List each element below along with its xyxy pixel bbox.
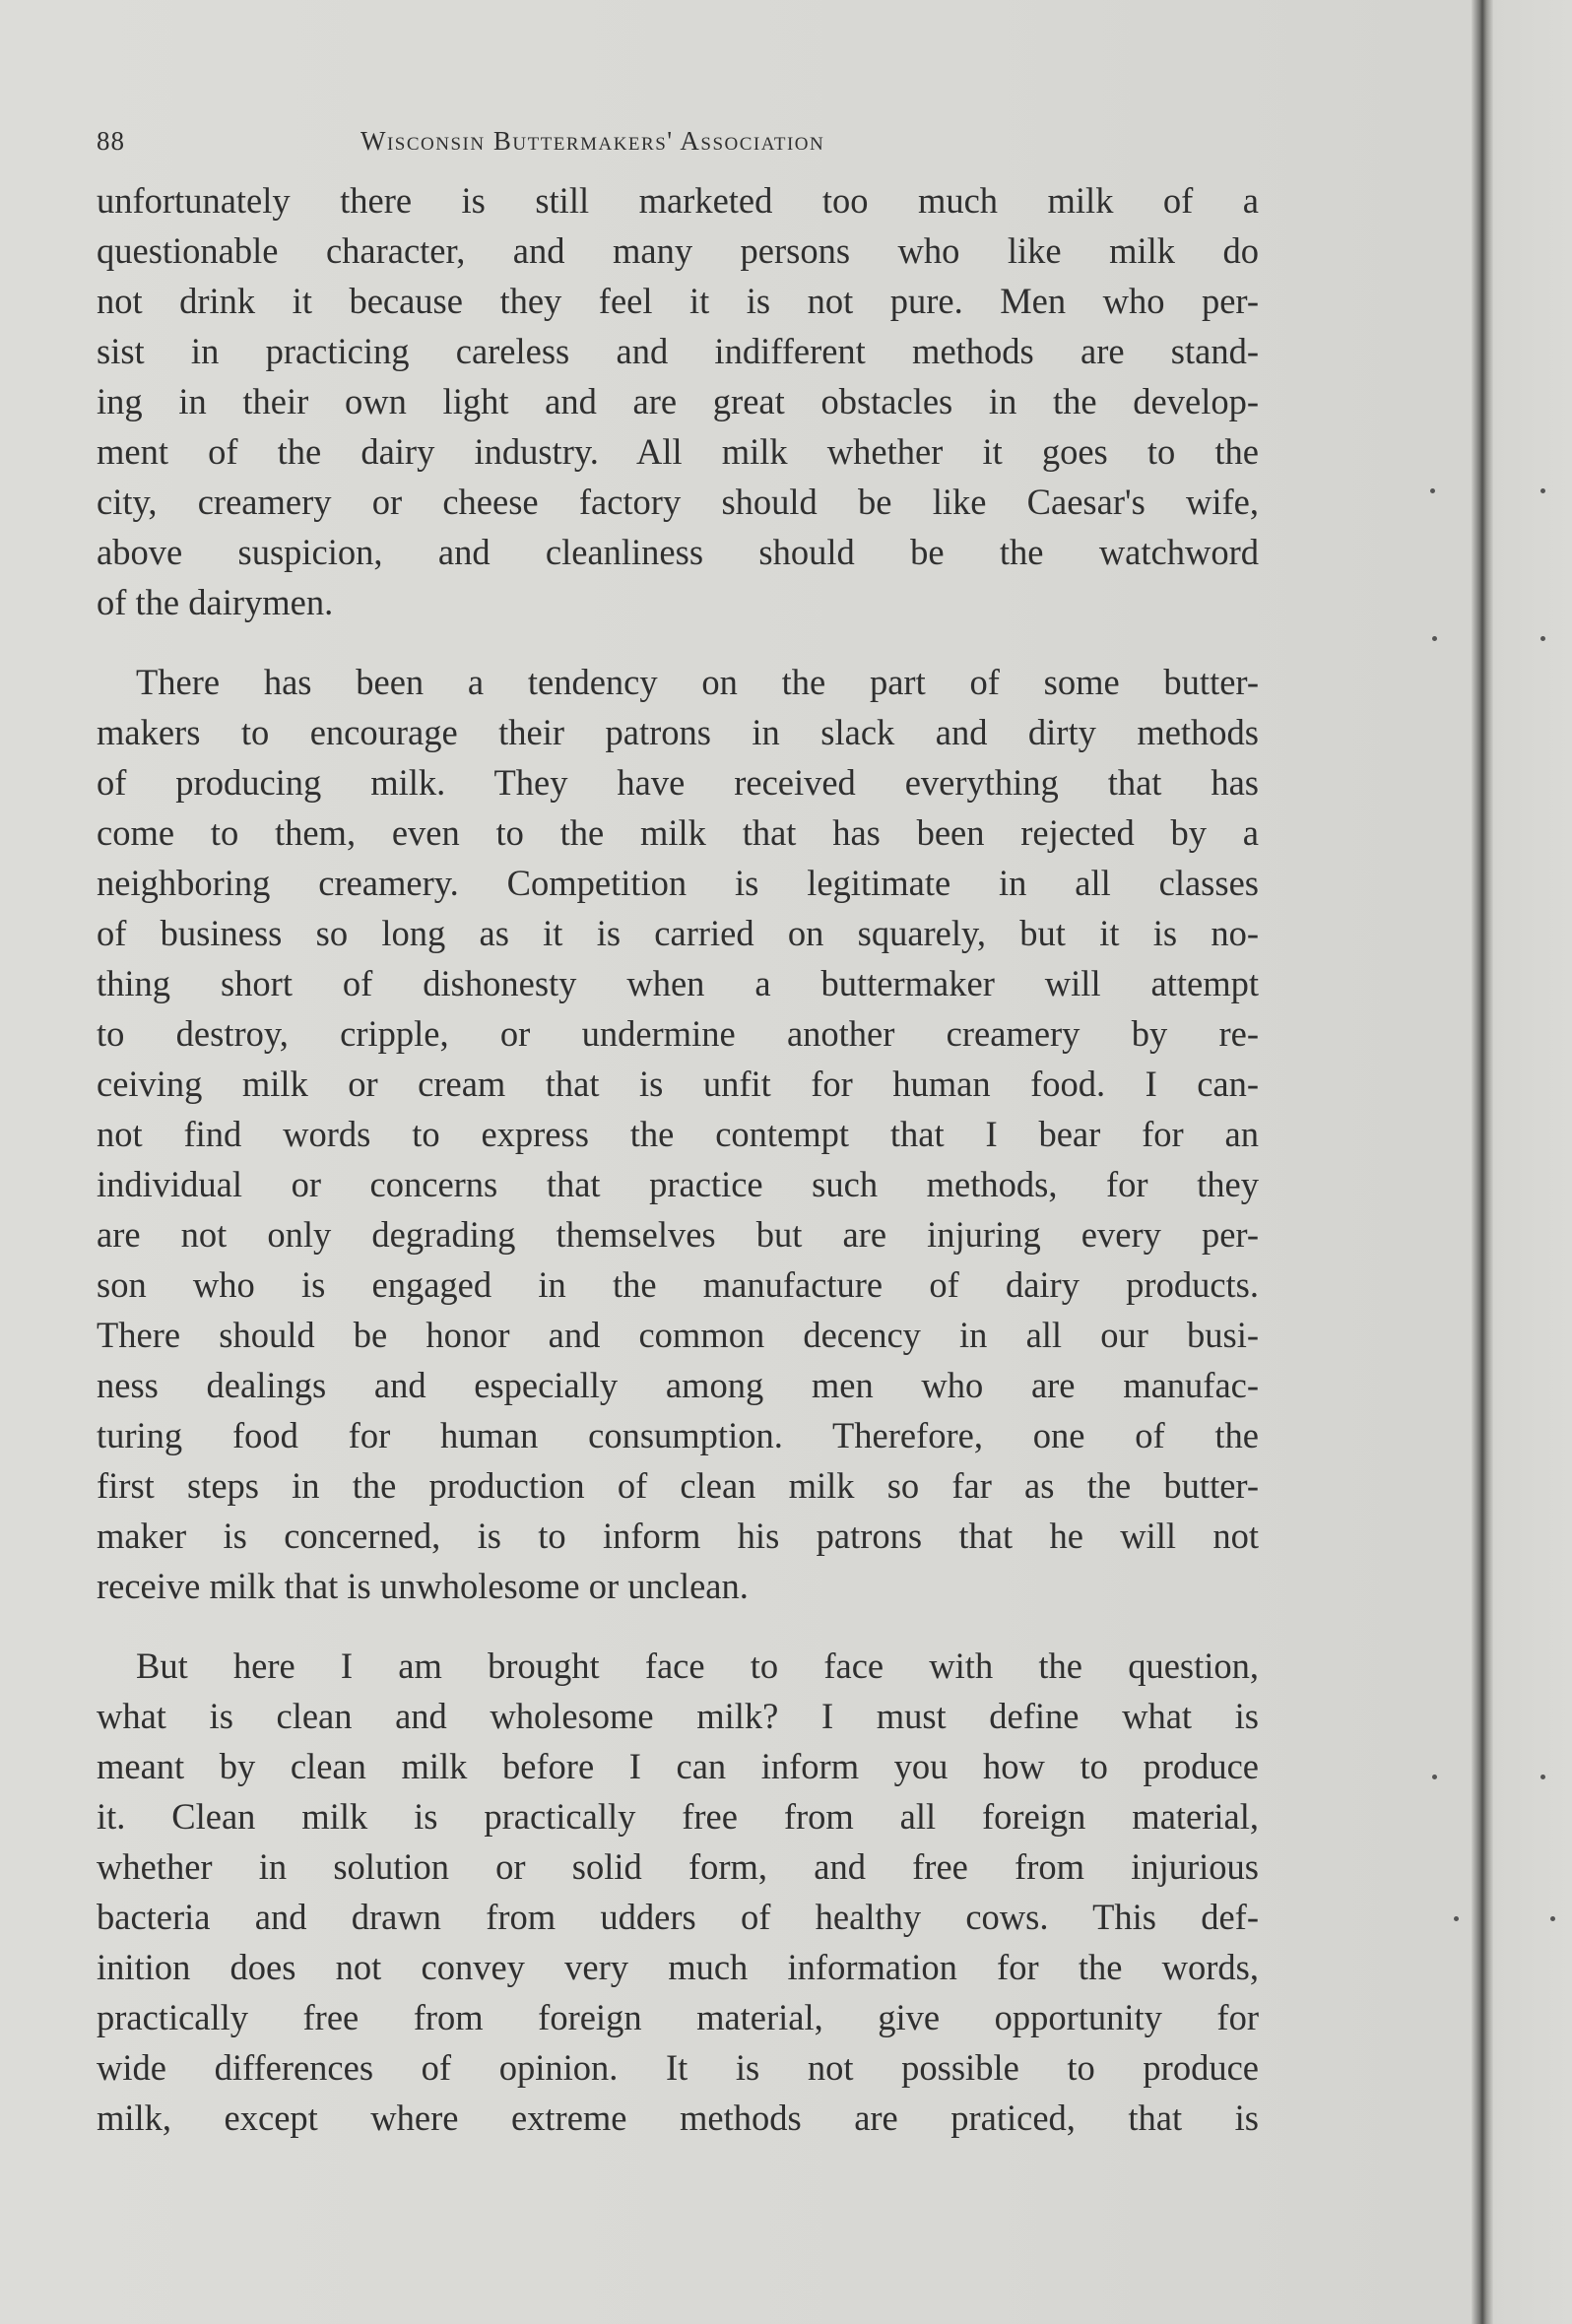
text-line: questionable character, and many persons who like milk do — [97, 230, 1259, 271]
text-line: turing food for human consumption. Therefore, one of the — [97, 1415, 1259, 1455]
text-line: But here I am brought face to face with the question, — [136, 1646, 1259, 1686]
text-line: it. Clean milk is practically free from all foreign material, — [97, 1796, 1259, 1837]
text-line: practically free from foreign material, give opportunity for — [97, 1997, 1259, 2037]
text-line: meant by clean milk before I can inform you how to produce — [97, 1746, 1259, 1786]
page-speck — [1540, 1775, 1545, 1779]
page-speck — [1430, 488, 1435, 493]
book-gutter — [1472, 0, 1493, 2324]
text-line: makers to encourage their patrons in slack and dirty methods — [97, 712, 1259, 752]
text-line: of the dairymen. — [97, 582, 334, 622]
text-line: ment of the dairy industry. All milk whether it goes to the — [97, 431, 1259, 472]
text-line: inition does not convey very much information for the words, — [97, 1947, 1259, 1987]
paragraph — [97, 1641, 1259, 2143]
text-line: son who is engaged in the manufacture of dairy products. — [97, 1264, 1259, 1305]
text-line: milk, except where extreme methods are praticed, that is — [97, 2098, 1259, 2138]
page-speck — [1432, 1775, 1437, 1779]
text-line: first steps in the production of clean milk so far as the butter- — [97, 1465, 1259, 1506]
text-line: neighboring creamery. Competition is legitimate in all classes — [97, 863, 1259, 903]
body-text — [97, 175, 1259, 2172]
page-speck — [1432, 636, 1437, 641]
text-line: bacteria and drawn from udders of healthy cows. This def- — [97, 1897, 1259, 1937]
text-line: sist in practicing careless and indifferent methods are stand- — [97, 331, 1259, 371]
running-head: Wisconsin Buttermakers' Association — [360, 126, 825, 156]
text-line: are not only degrading themselves but are injuring every per- — [97, 1214, 1259, 1255]
page-speck — [1550, 1916, 1555, 1921]
page-number: 88 — [97, 126, 125, 156]
text-line: individual or concerns that practice such methods, for they — [97, 1164, 1259, 1204]
text-line: thing short of dishonesty when a buttermaker will attempt — [97, 963, 1259, 1003]
paragraph — [97, 657, 1259, 1611]
page-speck — [1454, 1916, 1459, 1921]
text-line: come to them, even to the milk that has been rejected by a — [97, 812, 1259, 853]
text-line: not find words to express the contempt that I bear for an — [97, 1114, 1259, 1154]
page-speck — [1540, 488, 1545, 493]
text-line: wide differences of opinion. It is not possible to produce — [97, 2047, 1259, 2088]
text-line: ing in their own light and are great obstacles in the develop- — [97, 381, 1259, 421]
text-line: city, creamery or cheese factory should be like Caesar's wife, — [97, 482, 1259, 522]
text-line: ness dealings and especially among men who are manufac- — [97, 1365, 1259, 1405]
text-line: receive milk that is unwholesome or unclean. — [97, 1566, 749, 1606]
text-line: not drink it because they feel it is not pure. Men who per- — [97, 281, 1259, 321]
text-line: unfortunately there is still marketed too much milk of a — [97, 180, 1259, 221]
text-line: of producing milk. They have received everything that has — [97, 762, 1259, 803]
text-line: ceiving milk or cream that is unfit for human food. I can- — [97, 1064, 1259, 1104]
page-header — [97, 126, 1259, 165]
text-line: whether in solution or solid form, and free from injurious — [97, 1846, 1259, 1887]
text-line: There has been a tendency on the part of some butter- — [136, 662, 1259, 702]
text-line: maker is concerned, is to inform his patrons that he will not — [97, 1516, 1259, 1556]
page-speck — [1540, 636, 1545, 641]
text-line: to destroy, cripple, or undermine another creamery by re- — [97, 1013, 1259, 1054]
facing-page-edge — [1497, 0, 1572, 2324]
text-line: above suspicion, and cleanliness should be the watchword — [97, 532, 1259, 572]
text-line: of business so long as it is carried on squarely, but it is no- — [97, 913, 1259, 953]
text-line: what is clean and wholesome milk? I must define what is — [97, 1696, 1259, 1736]
text-line: There should be honor and common decency in all our busi- — [97, 1315, 1259, 1355]
paragraph — [97, 175, 1259, 627]
